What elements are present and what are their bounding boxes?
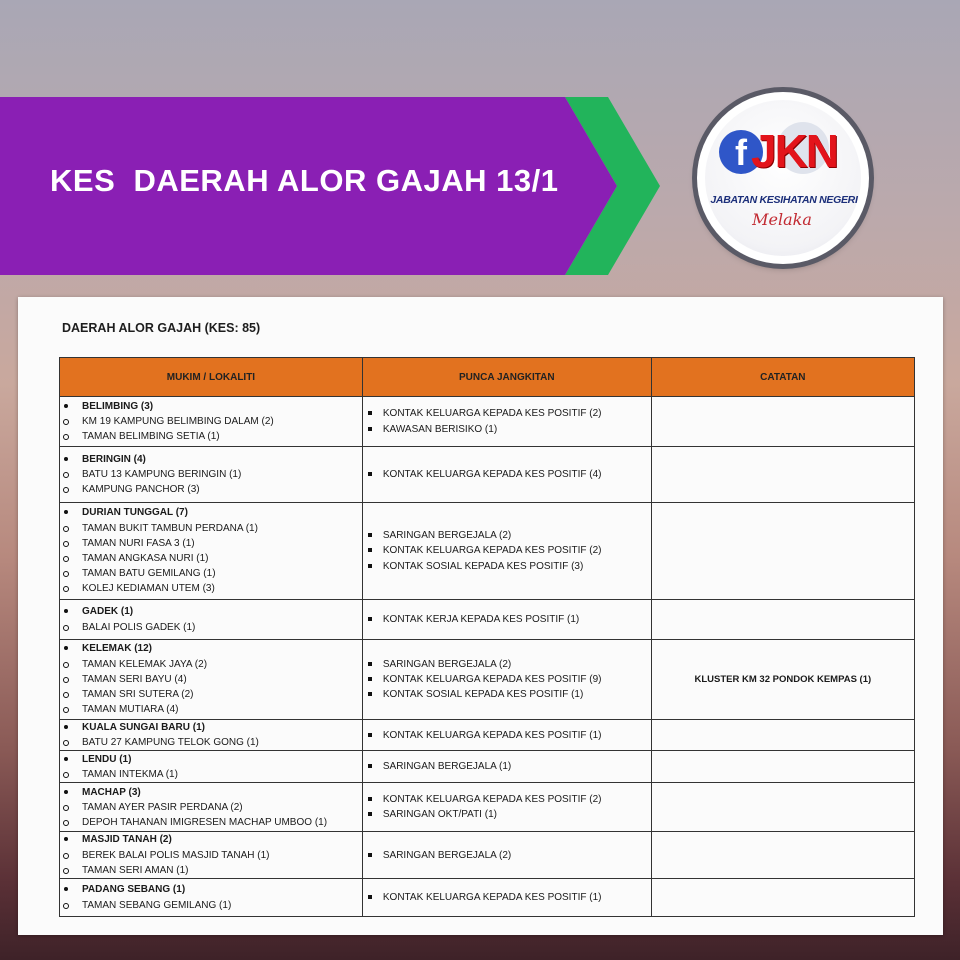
punca-label: SARINGAN BERGEJALA (1): [382, 761, 512, 773]
table-row: [60, 447, 915, 503]
logo-inner: [705, 100, 861, 256]
punca-item: [363, 672, 651, 687]
table-row: [60, 751, 915, 783]
table-row: [60, 879, 915, 917]
lokaliti-label: TAMAN MUTIARA (4): [82, 704, 179, 716]
lokaliti-label: TAMAN BELIMBING SETIA (1): [82, 431, 220, 443]
punca-cell: [362, 720, 651, 751]
punca-item: [363, 657, 651, 672]
punca-cell: [362, 503, 651, 600]
punca-label: KONTAK KELUARGA KEPADA KES POSITIF (1): [382, 891, 602, 903]
mukim-cell: [60, 640, 363, 720]
table-body: [60, 397, 915, 917]
table-row: [60, 640, 915, 720]
punca-label: KONTAK KELUARGA KEPADA KES POSITIF (1): [382, 729, 602, 741]
hollow-bullet-icon: [63, 662, 69, 668]
mukim-cell: [60, 397, 363, 447]
lokaliti-item: [60, 620, 362, 635]
logo-script: Melaka: [752, 210, 812, 229]
hollow-bullet-icon: [63, 707, 69, 713]
square-bullet-icon: [368, 853, 372, 857]
punca-label: KONTAK KELUARGA KEPADA KES POSITIF (9): [382, 673, 602, 685]
hollow-bullet-icon: [63, 692, 69, 698]
lokaliti-item: [60, 536, 362, 551]
square-bullet-icon: [368, 564, 372, 568]
hollow-bullet-icon: [63, 805, 69, 811]
hollow-bullet-icon: [63, 903, 69, 909]
mukim-name: [60, 882, 362, 897]
catatan-cell: [651, 783, 914, 832]
mukim-label: MACHAP (3): [82, 786, 141, 798]
lokaliti-label: BEREK BALAI POLIS MASJID TANAH (1): [82, 849, 270, 861]
mukim-name: [60, 785, 362, 800]
table-header-row: [60, 358, 915, 397]
punca-item: [363, 559, 651, 574]
mukim-cell: [60, 783, 363, 832]
table-row: [60, 600, 915, 640]
catatan-cell: KLUSTER KM 32 PONDOK KEMPAS (1): [651, 640, 914, 720]
punca-label: KONTAK SOSIAL KEPADA KES POSITIF (1): [382, 689, 584, 701]
punca-item: [363, 406, 651, 421]
filled-bullet-icon: [64, 510, 68, 514]
mukim-cell: [60, 447, 363, 503]
punca-item: [363, 848, 651, 863]
punca-label: KONTAK KELUARGA KEPADA KES POSITIF (4): [382, 468, 602, 480]
lokaliti-label: TAMAN KELEMAK JAYA (2): [82, 658, 208, 670]
cases-table: [59, 357, 915, 917]
square-bullet-icon: [368, 662, 372, 666]
lokaliti-item: [60, 467, 362, 482]
catatan-cell: [651, 503, 914, 600]
hollow-bullet-icon: [63, 868, 69, 874]
hollow-bullet-icon: [63, 586, 69, 592]
lokaliti-item: [60, 815, 362, 830]
document-title: DAERAH ALOR GAJAH (KES: 85): [62, 321, 261, 335]
mukim-label: MASJID TANAH (2): [82, 834, 172, 846]
lokaliti-label: TAMAN SEBANG GEMILANG (1): [82, 899, 232, 911]
filled-bullet-icon: [64, 725, 68, 729]
lokaliti-item: [60, 863, 362, 878]
lokaliti-label: TAMAN ANGKASA NURI (1): [82, 553, 209, 564]
punca-label: KONTAK KELUARGA KEPADA KES POSITIF (2): [382, 794, 602, 806]
mukim-label: KELEMAK (12): [82, 643, 153, 655]
punca-item: [363, 792, 651, 807]
mukim-label: PADANG SEBANG (1): [82, 884, 186, 896]
table-row: [60, 783, 915, 832]
square-bullet-icon: [368, 797, 372, 801]
lokaliti-label: BATU 13 KAMPUNG BERINGIN (1): [82, 468, 242, 480]
hollow-bullet-icon: [63, 487, 69, 493]
mukim-name: [60, 452, 362, 467]
mukim-name: [60, 604, 362, 619]
lokaliti-label: TAMAN SERI BAYU (4): [82, 673, 187, 685]
square-bullet-icon: [368, 411, 372, 415]
filled-bullet-icon: [64, 404, 68, 408]
catatan-cell: [651, 447, 914, 503]
filled-bullet-icon: [64, 790, 68, 794]
mukim-name: [60, 505, 362, 520]
lokaliti-item: [60, 898, 362, 913]
lokaliti-label: TAMAN SERI AMAN (1): [82, 864, 189, 876]
square-bullet-icon: [368, 677, 372, 681]
facebook-icon: f: [719, 130, 763, 174]
hollow-bullet-icon: [63, 625, 69, 631]
square-bullet-icon: [368, 548, 372, 552]
header-mukim: MUKIM / LOKALITI: [60, 358, 363, 397]
catatan-cell: [651, 751, 914, 783]
lokaliti-item: [60, 800, 362, 815]
punca-item: [363, 422, 651, 437]
punca-item: [363, 807, 651, 822]
catatan-cell: [651, 397, 914, 447]
catatan-cell: [651, 832, 914, 879]
mukim-cell: [60, 879, 363, 917]
square-bullet-icon: [368, 427, 372, 431]
hollow-bullet-icon: [63, 571, 69, 577]
punca-item: [363, 759, 651, 774]
punca-item: [363, 528, 651, 543]
hollow-bullet-icon: [63, 772, 69, 778]
mukim-name: [60, 752, 362, 767]
punca-label: KONTAK KERJA KEPADA KES POSITIF (1): [382, 613, 580, 625]
hollow-bullet-icon: [63, 556, 69, 562]
filled-bullet-icon: [64, 837, 68, 841]
filled-bullet-icon: [64, 457, 68, 461]
punca-item: [363, 890, 651, 905]
logo-subtitle: JABATAN KESIHATAN NEGERI: [710, 194, 858, 206]
square-bullet-icon: [368, 895, 372, 899]
header-catatan: CATATAN: [651, 358, 914, 397]
lokaliti-item: [60, 848, 362, 863]
punca-cell: [362, 879, 651, 917]
lokaliti-label: TAMAN SRI SUTERA (2): [82, 689, 194, 701]
case-document: [18, 297, 943, 935]
lokaliti-item: [60, 672, 362, 687]
catatan-cell: [651, 720, 914, 751]
lokaliti-label: TAMAN BUKIT TAMBUN PERDANA (1): [82, 522, 258, 534]
hollow-bullet-icon: [63, 740, 69, 746]
lokaliti-item: [60, 581, 362, 596]
square-bullet-icon: [368, 533, 372, 537]
mukim-cell: [60, 832, 363, 879]
lokaliti-item: [60, 482, 362, 497]
punca-item: [363, 543, 651, 558]
mukim-cell: [60, 600, 363, 640]
mukim-name: [60, 399, 362, 414]
punca-label: KONTAK KELUARGA KEPADA KES POSITIF (2): [382, 408, 602, 420]
square-bullet-icon: [368, 764, 372, 768]
table-row: [60, 720, 915, 751]
hollow-bullet-icon: [63, 853, 69, 859]
mukim-label: BELIMBING (3): [82, 400, 154, 412]
lokaliti-label: BATU 27 KAMPUNG TELOK GONG (1): [82, 737, 259, 749]
punca-label: SARINGAN BERGEJALA (2): [382, 849, 512, 861]
punca-cell: [362, 751, 651, 783]
mukim-cell: [60, 751, 363, 783]
hollow-bullet-icon: [63, 472, 69, 478]
punca-item: [363, 728, 651, 743]
punca-cell: [362, 397, 651, 447]
punca-item: [363, 467, 651, 482]
jkn-logo: [697, 92, 869, 264]
square-bullet-icon: [368, 812, 372, 816]
lokaliti-label: KAMPUNG PANCHOR (3): [82, 484, 200, 496]
punca-label: KAWASAN BERISIKO (1): [382, 423, 498, 435]
hollow-bullet-icon: [63, 677, 69, 683]
lokaliti-item: [60, 566, 362, 581]
hollow-bullet-icon: [63, 541, 69, 547]
banner-title: KES DAERAH ALOR GAJAH 13/1: [50, 163, 559, 198]
punca-cell: [362, 447, 651, 503]
table-row: [60, 503, 915, 600]
punca-label: KONTAK SOSIAL KEPADA KES POSITIF (3): [382, 560, 584, 572]
header-punca: PUNCA JANGKITAN: [362, 358, 651, 397]
punca-item: [363, 687, 651, 702]
mukim-cell: [60, 720, 363, 751]
lokaliti-label: KOLEJ KEDIAMAN UTEM (3): [82, 583, 215, 595]
lokaliti-item: [60, 414, 362, 429]
mukim-label: DURIAN TUNGGAL (7): [82, 507, 188, 519]
logo-acronym: JKN: [751, 125, 838, 177]
lokaliti-item: [60, 767, 362, 782]
square-bullet-icon: [368, 472, 372, 476]
punca-cell: [362, 783, 651, 832]
punca-item: [363, 612, 651, 627]
filled-bullet-icon: [64, 609, 68, 613]
hollow-bullet-icon: [63, 434, 69, 440]
lokaliti-label: TAMAN NURI FASA 3 (1): [82, 537, 195, 549]
punca-label: KONTAK KELUARGA KEPADA KES POSITIF (2): [382, 545, 602, 557]
square-bullet-icon: [368, 617, 372, 621]
lokaliti-label: BALAI POLIS GADEK (1): [82, 621, 196, 633]
lokaliti-item: [60, 429, 362, 444]
punca-cell: [362, 832, 651, 879]
filled-bullet-icon: [64, 646, 68, 650]
mukim-label: LENDU (1): [82, 753, 132, 765]
mukim-label: BERINGIN (4): [82, 453, 146, 465]
hollow-bullet-icon: [63, 820, 69, 826]
lokaliti-item: [60, 551, 362, 566]
catatan-cell: [651, 600, 914, 640]
lokaliti-item: [60, 687, 362, 702]
lokaliti-item: [60, 521, 362, 536]
square-bullet-icon: [368, 733, 372, 737]
lokaliti-label: TAMAN AYER PASIR PERDANA (2): [82, 801, 243, 813]
punca-label: SARINGAN BERGEJALA (2): [382, 530, 512, 542]
lokaliti-item: [60, 735, 362, 750]
punca-cell: [362, 600, 651, 640]
hollow-bullet-icon: [63, 526, 69, 532]
filled-bullet-icon: [64, 757, 68, 761]
title-banner: [0, 97, 660, 275]
filled-bullet-icon: [64, 887, 68, 891]
mukim-name: [60, 720, 362, 735]
square-bullet-icon: [368, 692, 372, 696]
lokaliti-item: [60, 657, 362, 672]
table-row: [60, 832, 915, 879]
hollow-bullet-icon: [63, 419, 69, 425]
lokaliti-label: TAMAN BATU GEMILANG (1): [82, 568, 216, 580]
mukim-name: [60, 641, 362, 656]
mukim-label: GADEK (1): [82, 606, 134, 618]
catatan-cell: [651, 879, 914, 917]
punca-label: SARINGAN BERGEJALA (2): [382, 658, 512, 670]
lokaliti-label: DEPOH TAHANAN IMIGRESEN MACHAP UMBOO (1): [82, 817, 328, 828]
punca-label: SARINGAN OKT/PATI (1): [382, 809, 497, 821]
mukim-cell: [60, 503, 363, 600]
lokaliti-item: [60, 702, 362, 717]
lokaliti-label: TAMAN INTEKMA (1): [82, 768, 178, 780]
punca-cell: [362, 640, 651, 720]
mukim-label: KUALA SUNGAI BARU (1): [82, 722, 205, 733]
mukim-name: [60, 832, 362, 847]
table-row: [60, 397, 915, 447]
lokaliti-label: KM 19 KAMPUNG BELIMBING DALAM (2): [82, 415, 274, 427]
